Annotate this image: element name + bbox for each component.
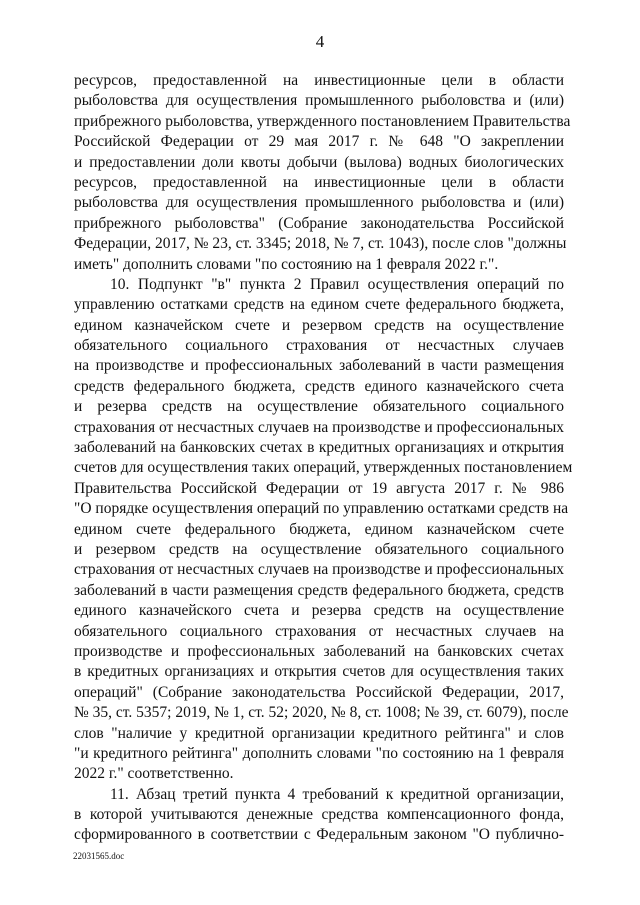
- text-line: слов "наличие у кредитной организации кредитного рейтинга" и слов: [74, 724, 564, 742]
- paragraph: [74, 785, 564, 846]
- text-line: прибрежного рыболовства" (Собрание законодательства Российской: [74, 214, 564, 232]
- text-line: ресурсов, предоставленной на инвестиционные цели в области: [74, 72, 564, 89]
- text-line: счетов для осуществления таких операций, утвержденных постановлением: [74, 459, 573, 477]
- text-line: и предоставлении доли квоты добычи (вылова) водных биологических: [74, 153, 564, 171]
- document-body: [74, 71, 573, 846]
- text-line: в которой учитываются денежные средства компенсационного фонда,: [74, 806, 564, 824]
- text-line: заболеваний на банковских счетах в кредитных организациях и открытия: [74, 439, 564, 457]
- text-line: едином счете федерального бюджета, едином казначейском счете: [74, 520, 564, 538]
- text-line: 10. Подпункт "в" пункта 2 Правил осуществления операций по: [110, 275, 564, 293]
- text-line: и резерва средств на осуществление обязательного социального: [74, 398, 564, 416]
- text-line: ресурсов, предоставленной на инвестиционные цели в области: [74, 173, 564, 191]
- text-line: № 35, ст. 5357; 2019, № 1, ст. 52; 2020, № 8, ст. 1008; № 39, ст. 6079), после: [74, 704, 569, 722]
- text-line: едином казначейском счете и резервом средств на осуществление: [74, 316, 564, 334]
- text-line: страхования от несчастных случаев на производстве и профессиональных: [74, 561, 565, 579]
- text-line: операций" (Собрание законодательства Российской Федерации, 2017,: [74, 683, 564, 701]
- footer-file-name: 22031565.doc: [73, 851, 125, 861]
- text-line: страхования от несчастных случаев на производстве и профессиональных: [74, 418, 565, 436]
- text-line: Федерации, 2017, № 23, ст. 3345; 2018, № 7, ст. 1043), после слов "должны: [74, 235, 567, 253]
- text-line: рыболовства для осуществления промышленного рыболовства и (или): [74, 194, 564, 212]
- text-line: управлению остатками средств на едином счете федерального бюджета,: [74, 296, 564, 314]
- text-line: 2022 г." соответственно.: [74, 765, 234, 783]
- text-line: Российской Федерации от 29 мая 2017 г. № 648 "О закреплении: [74, 133, 564, 151]
- text-line: в кредитных организациях и открытия счетов для осуществления таких: [74, 663, 564, 681]
- paragraph: [74, 71, 571, 275]
- text-line: Правительства Российской Федерации от 19 августа 2017 г. № 986: [74, 479, 564, 497]
- text-line: сформированного в соответствии с Федеральным законом "О публично-: [74, 826, 564, 844]
- text-line: иметь" дополнить словами "по состоянию на 1 февраля 2022 г.".: [74, 255, 499, 273]
- text-line: рыболовства для осуществления промышленного рыболовства и (или): [74, 92, 564, 110]
- text-line: заболеваний в части размещения средств федерального бюджета, средств: [74, 581, 564, 599]
- text-line: 11. Абзац третий пункта 4 требований к кредитной организации,: [110, 785, 564, 803]
- text-line: "О порядке осуществления операций по управлению остатками средств на: [74, 500, 569, 518]
- text-line: производстве и профессиональных заболеваний на банковских счетах: [74, 642, 564, 660]
- text-line: прибрежного рыболовства, утвержденного постановлением Правительства: [74, 112, 571, 130]
- text-line: и резервом средств на осуществление обязательного социального: [74, 540, 564, 558]
- text-line: единого казначейского счета и резерва средств на осуществление: [74, 602, 564, 620]
- text-line: на производстве и профессиональных заболеваний в части размещения: [74, 357, 564, 375]
- paragraph: [74, 275, 573, 785]
- text-line: средств федерального бюджета, средств единого казначейского счета: [74, 377, 564, 395]
- text-line: "и кредитного рейтинга" дополнить словами "по состоянию на 1 февраля: [74, 744, 564, 762]
- page-number: 4: [315, 32, 325, 51]
- text-line: обязательного социального страхования от несчастных случаев: [74, 337, 564, 355]
- text-line: обязательного социального страхования от несчастных случаев на: [74, 622, 564, 640]
